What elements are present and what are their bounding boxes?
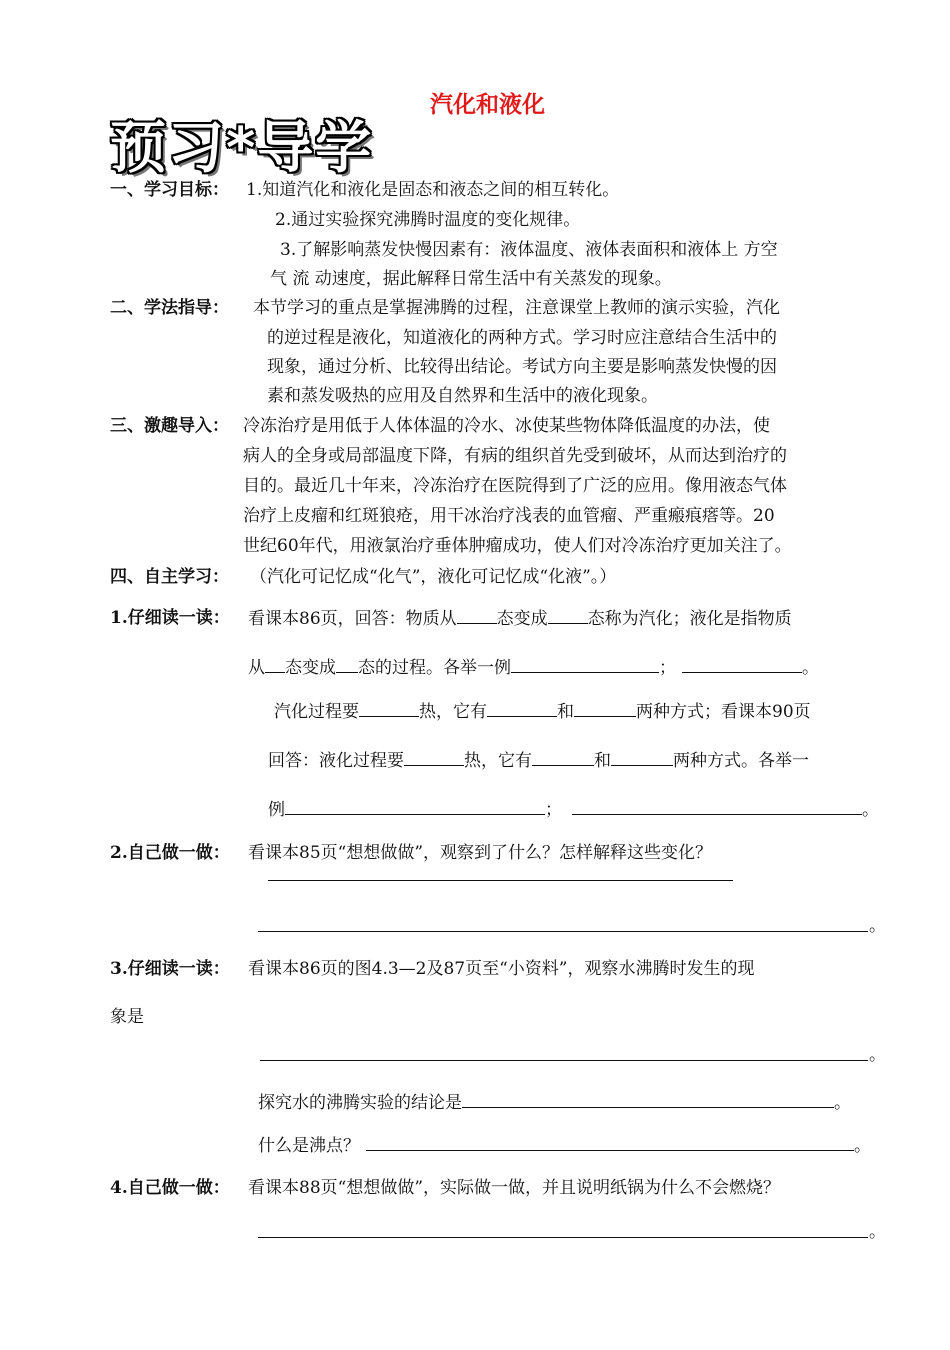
q1-text: 。: [862, 800, 879, 820]
q1-text: 热，它有: [419, 702, 487, 722]
blank-field[interactable]: [285, 797, 545, 815]
q3-conclusion-label: 探究水的沸腾实验的结论是: [258, 1093, 462, 1113]
blank-field[interactable]: [532, 748, 594, 766]
section2-heading: 二、学法指导：: [110, 298, 229, 318]
blank-field[interactable]: [404, 748, 464, 766]
intro-line-3: 目的。最近几十年来，冷冻治疗在医院得到了广泛的应用。像用液态气体: [243, 476, 787, 496]
q1-text: 和: [594, 751, 611, 771]
goal-2: 2.通过实验探究沸腾时温度的变化规律。: [275, 210, 581, 230]
q4-label: 4.自己做一做：: [110, 1178, 230, 1198]
q1-text: 从: [248, 658, 265, 678]
blank-field[interactable]: [548, 606, 588, 624]
q1-row3: [274, 699, 811, 724]
q4-answer-line[interactable]: [258, 1237, 868, 1238]
banner-heading: 预习*导学: [110, 116, 374, 181]
page-title: 汽化和液化: [430, 92, 545, 118]
method-line-3: 现象，通过分析、比较得出结论。考试方向主要是影响蒸发快慢的因: [267, 357, 777, 377]
q3-conclusion-end: 。: [834, 1093, 851, 1113]
blank-field[interactable]: [574, 699, 636, 717]
blank-field[interactable]: [457, 606, 497, 624]
intro-line-2: 病人的全身或局部温度下降，有病的组织首先受到破坏，从而达到治疗的: [243, 446, 787, 466]
blank-field[interactable]: [265, 655, 285, 673]
blank-field[interactable]: [611, 748, 673, 766]
q2-answer-line-2[interactable]: [258, 931, 868, 932]
q4-text: 看课本88页“想想做做”，实际做一做，并且说明纸锅为什么不会燃烧？: [248, 1178, 781, 1198]
q1-row1: [248, 606, 792, 631]
blank-field[interactable]: [359, 699, 419, 717]
q1-text: 态变成: [285, 658, 336, 678]
q3-text-2: 象是: [110, 1007, 144, 1027]
q1-text: 。: [802, 658, 819, 678]
q1-text: ；: [545, 800, 562, 820]
q3-text: 看课本86页的图4.3—2及87页至“小资料”，观察水沸腾时发生的现: [248, 959, 755, 979]
q1-row4: [268, 748, 809, 773]
section4-heading: 四、自主学习：: [110, 567, 229, 587]
blank-field[interactable]: [336, 655, 358, 673]
q3-boiling-row: [258, 1133, 871, 1158]
q2-end: 。: [869, 916, 886, 936]
q1-text: 态的过程。各举一例: [358, 658, 511, 678]
section3-heading: 三、激趣导入：: [110, 416, 229, 436]
intro-line-5: 世纪60年代，用液氯治疗垂体肿瘤成功，使人们对冷冻治疗更加关注了。: [243, 536, 792, 556]
q1-text: 和: [557, 702, 574, 722]
blank-field[interactable]: [511, 655, 659, 673]
q3-boiling-end: 。: [854, 1136, 871, 1156]
intro-line-1: 冷冻治疗是用低于人体体温的冷水、冰使某些物体降低温度的办法，使: [243, 416, 770, 436]
q3-label: 3.仔细读一读：: [110, 959, 230, 979]
q3-end: 。: [869, 1045, 886, 1065]
q1-text: 汽化过程要: [274, 702, 359, 722]
q1-text: 两种方式；看课本90页: [636, 702, 811, 722]
q2-label: 2.自己做一做：: [110, 843, 230, 863]
intro-line-4: 治疗上皮瘤和红斑狼疮，用干冰治疗浅表的血管瘤、严重瘢痕瘩等。20: [243, 506, 775, 526]
q1-label: 1.仔细读一读：: [110, 608, 230, 628]
q1-text: ；: [659, 658, 676, 678]
q1-text: 例: [268, 800, 285, 820]
goal-1: 1.知道汽化和液化是固态和液态之间的相互转化。: [246, 180, 620, 200]
q1-text: 态称为汽化；液化是指物质: [587, 609, 792, 629]
q1-text: 看课本86页，回答：物质从: [248, 609, 457, 629]
goal-3b: 气 流 动速度，据此解释日常生活中有关蒸发的现象。: [270, 269, 672, 289]
q1-row2: [248, 655, 819, 680]
goal-3a: 3.了解影响蒸发快慢因素有：液体温度、液体表面积和液体上 方空: [280, 240, 778, 260]
q4-end: 。: [869, 1222, 886, 1242]
q2-text: 看课本85页“想想做做”，观察到了什么？怎样解释这些变化？: [248, 843, 713, 863]
q1-text: 回答：液化过程要: [268, 751, 404, 771]
blank-field[interactable]: [462, 1090, 834, 1108]
blank-field[interactable]: [572, 797, 862, 815]
blank-field[interactable]: [682, 655, 802, 673]
q2-answer-line-1[interactable]: [268, 880, 733, 881]
method-line-4: 素和蒸发吸热的应用及自然界和生活中的液化现象。: [267, 386, 658, 406]
blank-field[interactable]: [366, 1133, 854, 1151]
section4-note: （汽化可记忆成“化气”，液化可记忆成“化液”。）: [250, 567, 617, 587]
method-line-1: 本节学习的重点是掌握沸腾的过程，注意课堂上教师的演示实验，汽化: [253, 298, 780, 318]
q1-row5: [268, 797, 879, 822]
method-line-2: 的逆过程是液化，知道液化的两种方式。学习时应注意结合生活中的: [267, 328, 777, 348]
section1-heading: 一、学习目标：: [110, 180, 229, 200]
q1-text: 态变成: [496, 609, 548, 629]
q1-text: 两种方式。各举一: [673, 751, 809, 771]
blank-field[interactable]: [487, 699, 557, 717]
q1-text: 热，它有: [464, 751, 532, 771]
q3-answer-line[interactable]: [260, 1060, 868, 1061]
q3-conclusion-row: [258, 1090, 851, 1115]
q3-boiling-label: 什么是沸点？: [258, 1136, 360, 1156]
